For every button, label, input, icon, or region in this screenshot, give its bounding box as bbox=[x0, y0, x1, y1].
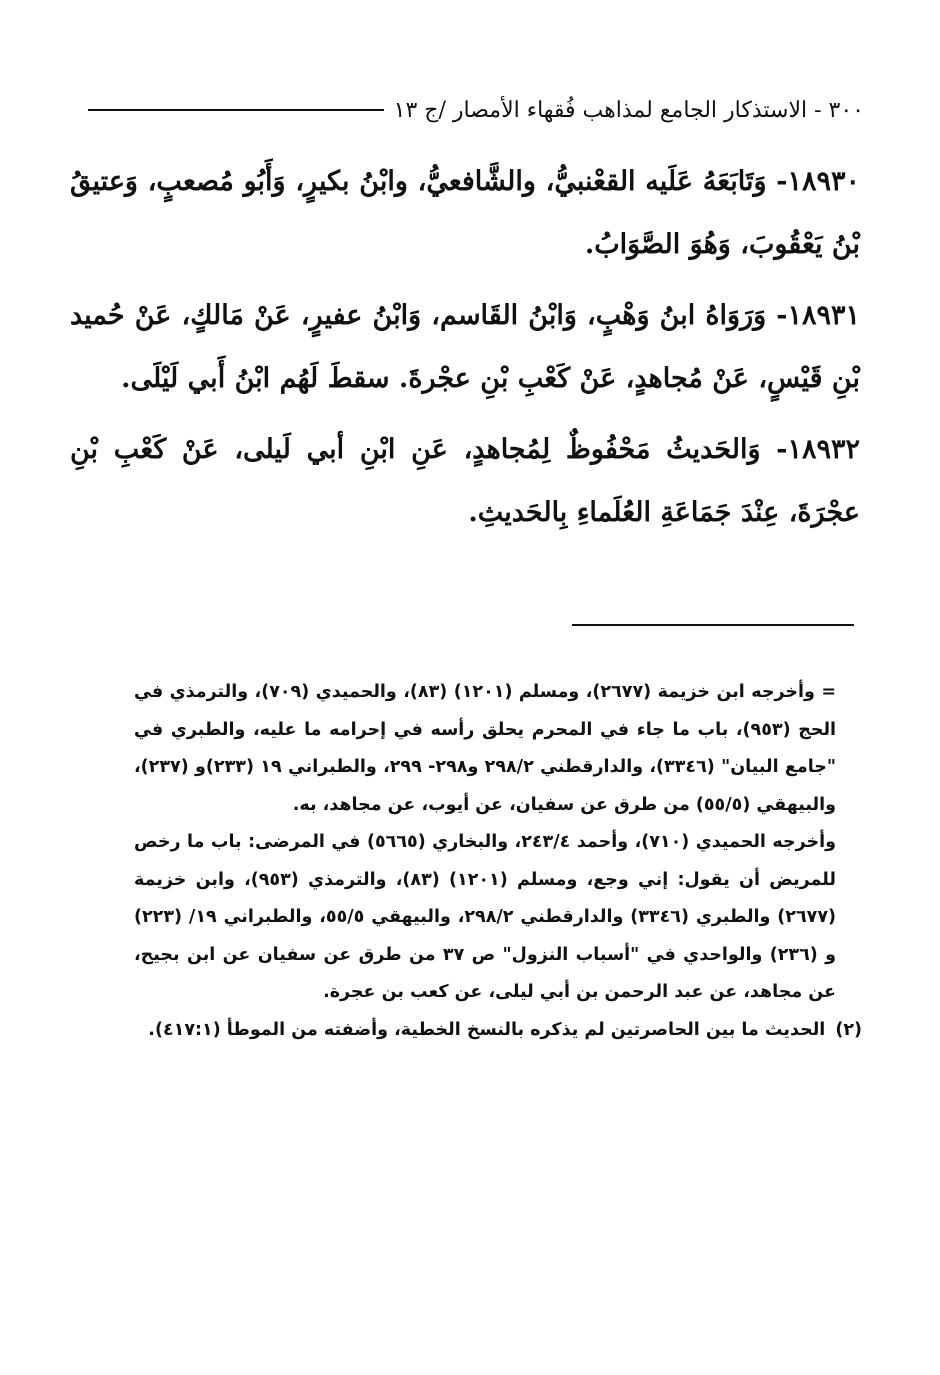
paragraph-18930: ١٨٩٣٠- وَتَابَعَهُ عَلَيه القعْنبيُّ، والشَّافعيُّ، وابْنُ بكيرٍ، وَأَبُو مُصعبٍ، وَعتيقُ بْنُ يَعْقُوبَ، وَهُوَ الصَّوَابُ. bbox=[70, 166, 860, 260]
paragraph-18931: ١٨٩٣١- وَرَوَاهُ ابنُ وَهْبٍ، وَابْنُ القَاسم، وَابْنُ عفيرٍ، عَنْ مَالكٍ، عَنْ حُميد بْنِ قَيْسٍ، عَنْ مُجاهدٍ، عَنْ كَعْبِ بْنِ عجْرةَ. سقطَ لَهُم ابْنُ أَبي لَيْلَى. bbox=[70, 300, 860, 394]
main-text bbox=[70, 150, 860, 552]
paragraph-18932: ١٨٩٣٢- وَالحَديثُ مَحْفُوظٌ لِمُجاهدٍ، عَنِ ابْنِ أبي لَيلى، عَنْ كَعْبِ بْنِ عجْرَةَ، عِنْدَ جَمَاعَةِ العُلَماءِ بِالحَديثِ. bbox=[70, 434, 860, 528]
footnotes bbox=[134, 674, 862, 1049]
footnote-separator bbox=[572, 624, 854, 626]
running-header bbox=[88, 92, 864, 128]
running-title: ٣٠٠ - الاستذكار الجامع لمذاهب فُقهاء الأمصار /ج ١٣ bbox=[393, 97, 864, 123]
footnote-2-text: الحديث ما بين الحاصرتين لم يذكره بالنسخ الخطية، وأضفته من الموطأ (٤١٧:١). bbox=[148, 1019, 826, 1040]
footnote-paragraph: وأخرجه الحميدي (٧١٠)، وأحمد ٢٤٣/٤، والبخاري (٥٦٦٥) في المرضى: باب ما رخص للمريض أن يقول: إني وجع، ومسلم (١٢٠١) (٨٣)، والترمذي (٩٥٣)، وابن خزيمة (٢٦٧٧) والطبري (٣٣٤٦) والدارقطني ٢٩٨/٢، والبيهقي ٥٥/٥، والطبراني ١٩/ (٢٢٣) و (٢٣٦) والواحدي في "أسباب النزول" ص ٣٧ من طرق عن سفيان عن ابن بجيح، عن مجاهد، عن عبد الرحمن بن أبي ليلى، عن كعب بن عجرة. bbox=[134, 832, 837, 1002]
header-rule bbox=[88, 109, 384, 111]
footnote-number: (٢) bbox=[835, 1019, 862, 1040]
footnote-2 bbox=[134, 1012, 862, 1050]
footnote-continuation: = وأخرجه ابن خزيمة (٢٦٧٧)، ومسلم (١٢٠١) (٨٣)، والحميدي (٧٠٩)، والترمذي في الحج (٩٥٣)، باب ما جاء في المحرم يحلق رأسه في إحرامه ما عليه، والطبري في "جامع البيان" (٣٣٤٦)، والدارقطني ٢٩٨/٢ و٢٩٨- ٢٩٩، والطبراني ١٩ (٢٣٣)و (٢٣٧)، والبيهقي (٥٥/٥) من طرق عن سفيان، عن أيوب، عن مجاهد، به. bbox=[134, 682, 837, 815]
